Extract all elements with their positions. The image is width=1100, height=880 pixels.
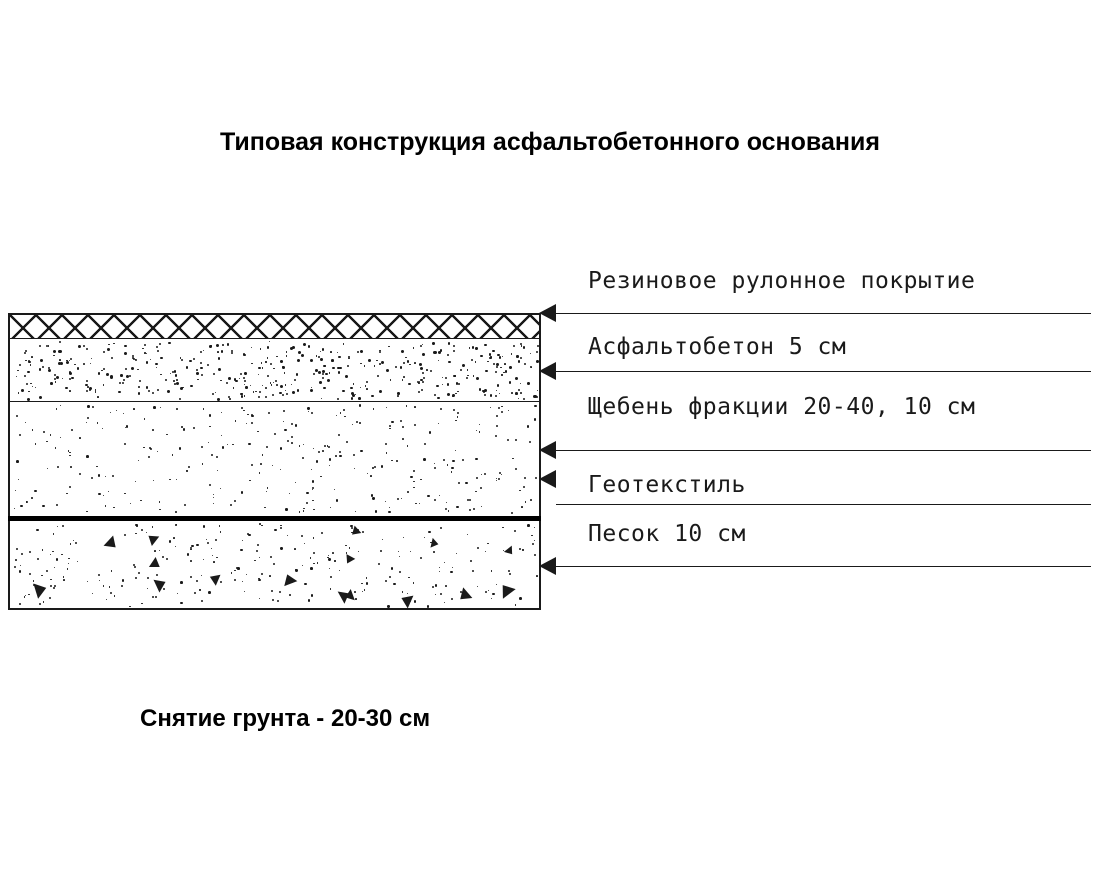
layer-sand <box>8 521 541 610</box>
leader-line-sand <box>556 566 1091 567</box>
layer-crushed-stone <box>8 402 541 516</box>
callout-label-rubber: Резиновое рулонное покрытие <box>588 268 976 294</box>
layer-asphalt-concrete <box>8 339 541 402</box>
asphalt-texture <box>10 339 539 401</box>
callout-label-asphalt: Асфальтобетон 5 см <box>588 334 847 360</box>
arrowhead-rubber <box>539 304 556 322</box>
sand-grain-marks <box>10 521 539 608</box>
pavement-cross-section <box>8 313 541 610</box>
arrowhead-sand <box>539 557 556 575</box>
leader-line-rubber <box>556 313 1091 314</box>
page-title: Типовая конструкция асфальтобетонного основания <box>220 128 880 156</box>
arrowhead-gravel <box>539 441 556 459</box>
leader-line-geotextile <box>556 504 1091 505</box>
arrowhead-asphalt <box>539 362 556 380</box>
leader-line-asphalt <box>556 371 1091 372</box>
leader-line-gravel <box>556 450 1091 451</box>
footnote-soil-removal: Снятие грунта - 20-30 см <box>140 705 431 732</box>
gravel-texture <box>10 402 539 516</box>
callout-label-gravel: Щебень фракции 20-40, 10 см <box>588 394 976 420</box>
callout-label-sand: Песок 10 см <box>588 521 746 547</box>
layer-rubber-covering <box>8 313 541 339</box>
arrowhead-geotextile <box>539 470 556 488</box>
callout-label-geotextile: Геотекстиль <box>588 472 746 498</box>
